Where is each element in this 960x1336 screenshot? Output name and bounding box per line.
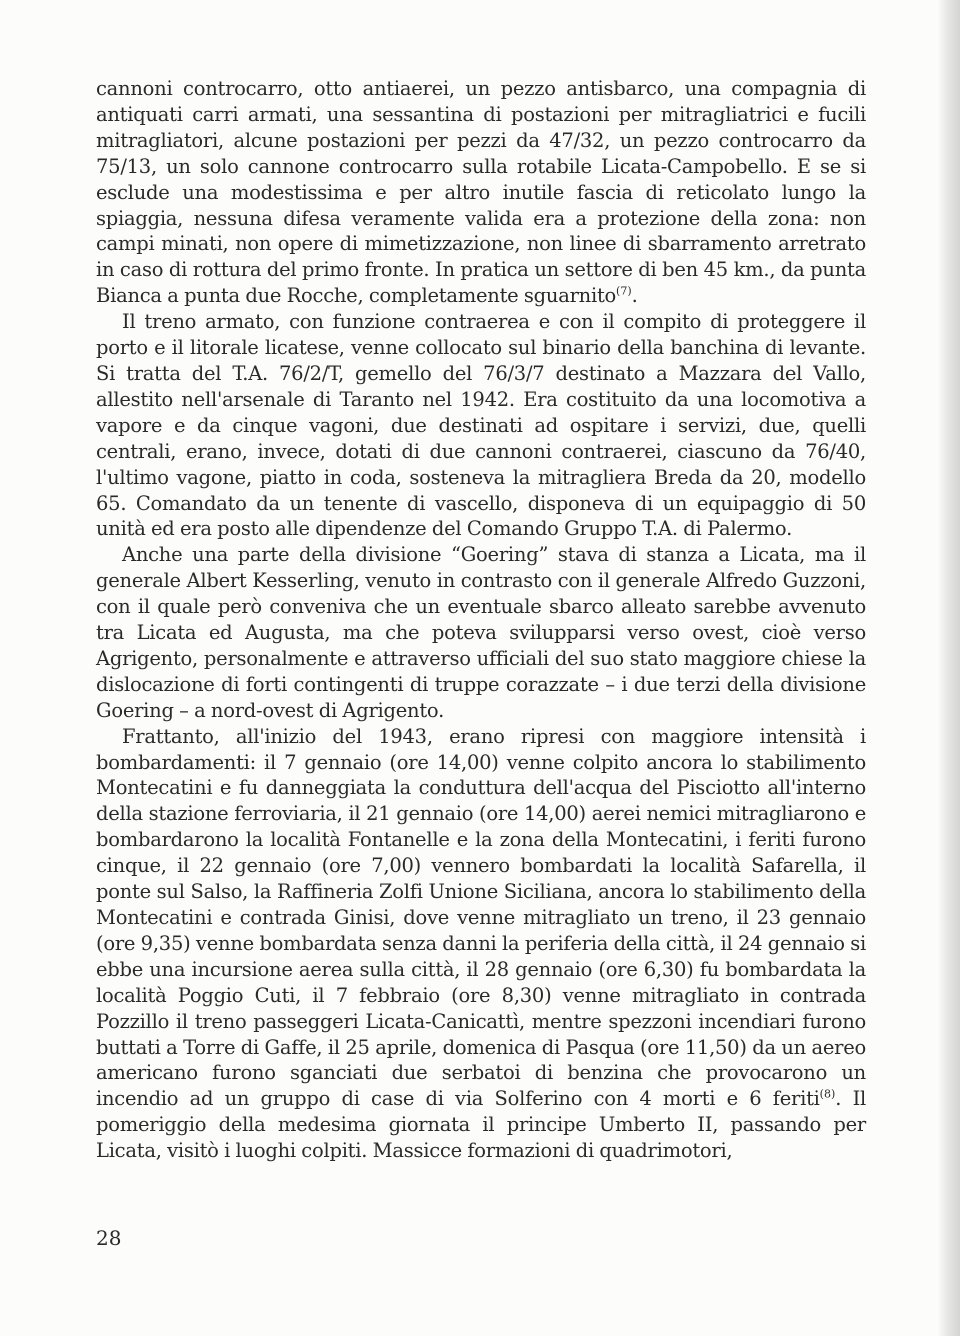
- paragraph-3: [96, 542, 866, 723]
- paragraph-4: [96, 724, 866, 1164]
- paragraph-3-text: Anche una parte della divisione “Goering” stava di stanza a Licata, ma il generale Albert Kesserling, venuto in contrasto con il generale Alfredo Guzzoni, con il quale però conveniva che un eventuale sbarco alleato sarebbe avvenuto tra Licata ed Augusta, ma che poteva svilupparsi verso ovest, cioè verso Agrigento, personalmente e attraverso ufficiali del suo stato maggiore chiese la dislocazione di forti contingenti di truppe corazzate – i due terzi della divisione Goering – a nord-ovest di Agrigento.: [96, 543, 866, 722]
- paragraph-2-text: Il treno armato, con funzione contraerea e con il compito di proteggere il porto e il litorale licatese, venne collocato sul binario della banchina di levante. Si tratta del T.A. 76/2/T, gemello del 76/3/7 destinato a Mazzara del Vallo, allestito nell'arsenale di Taranto nel 1942. Era costituito da una locomotiva a vapore e da cinque vagoni, due destinati ad ospitare i servizi, due, quelli centrali, erano, invece, dotati di due cannoni contraerei, ciascuno da 76/40, l'ultimo vagone, piatto in coda, sosteneva la mitragliera Breda da 20, modello 65. Comandato da un tenente di vascello, disponeva di un equipaggio di 50 unità ed era posto alle dipendenze del Comando Gruppo T.A. di Palermo.: [96, 310, 866, 541]
- paragraph-1-text-b: .: [631, 284, 638, 308]
- paragraph-4-text-a: Frattanto, all'inizio del 1943, erano ripresi con maggiore intensità i bombardamenti: il 7 gennaio (ore 14,00) venne colpito ancora lo stabilimento Montecatini e fu danneggiata la conduttura dell'acqua del Pisciotto all'interno della stazione ferroviaria, il 21 gennaio (ore 14,00) aerei nemici mitragliarono e bombardarono la località Fontanelle e la zona della Montecatini, i feriti furono cinque, il 22 gennaio (ore 7,00) vennero bombardati la località Safarella, il ponte sul Salso, la Raffineria Zolfi Unione Siciliana, ancora lo stabilimento della Montecatini e contrada Ginisi, dove venne mitragliato un treno, il 23 gennaio (ore 9,35) venne bombardata senza danni la periferia della città, il 24 gennaio si ebbe una incursione aerea sulla città, il 28 gennaio (ore 6,30) fu bombardata la località Poggio Cuti, il 7 febbraio (ore 8,30) venne mitragliato in contrada Pozzillo il treno passeggeri Licata-Canicattì, mentre spezzoni incendiari furono buttati a Torre di Gaffe, il 25 aprile, domenica di Pasqua (ore 11,50) da un aereo americano furono sganciati due serbatoi di benzina che provocarono un incendio ad un gruppo di case di via Solferino con 4 morti e 6 feriti: [96, 724, 866, 1111]
- page-number: 28: [96, 1226, 122, 1250]
- footnote-ref-7: (7): [616, 284, 632, 298]
- footnote-ref-8: (8): [819, 1087, 836, 1101]
- paragraph-4-text-b: . Il pomeriggio della medesima giornata il principe Umberto II, passando per Licata, visitò i luoghi colpiti. Massicce formazioni di quadrimotori,: [96, 1087, 867, 1163]
- page-edge-shadow: [938, 0, 960, 1336]
- body-text: [96, 76, 866, 1164]
- paragraph-1: [96, 76, 866, 309]
- paragraph-2: [96, 309, 866, 542]
- paragraph-1-text-a: cannoni controcarro, otto antiaerei, un pezzo antisbarco, una compagnia di antiquati carri armati, una sessantina di postazioni per mitragliatrici e fucili mitragliatori, alcune postazioni per pezzi da 47/32, un pezzo controcarro da 75/13, un solo cannone controcarro sulla rotabile Licata-Campobello. E se si esclude una modestissima e per altro inutile fascia di reticolato lungo la spiaggia, nessuna difesa veramente valida era a protezione della zona: non campi minati, non opere di mimetizzazione, non linee di sbarramento arretrato in caso di rottura del primo fronte. In pratica un settore di ben 45 km., da punta Bianca a punta due Rocche, completamente sguarnito: [96, 77, 866, 308]
